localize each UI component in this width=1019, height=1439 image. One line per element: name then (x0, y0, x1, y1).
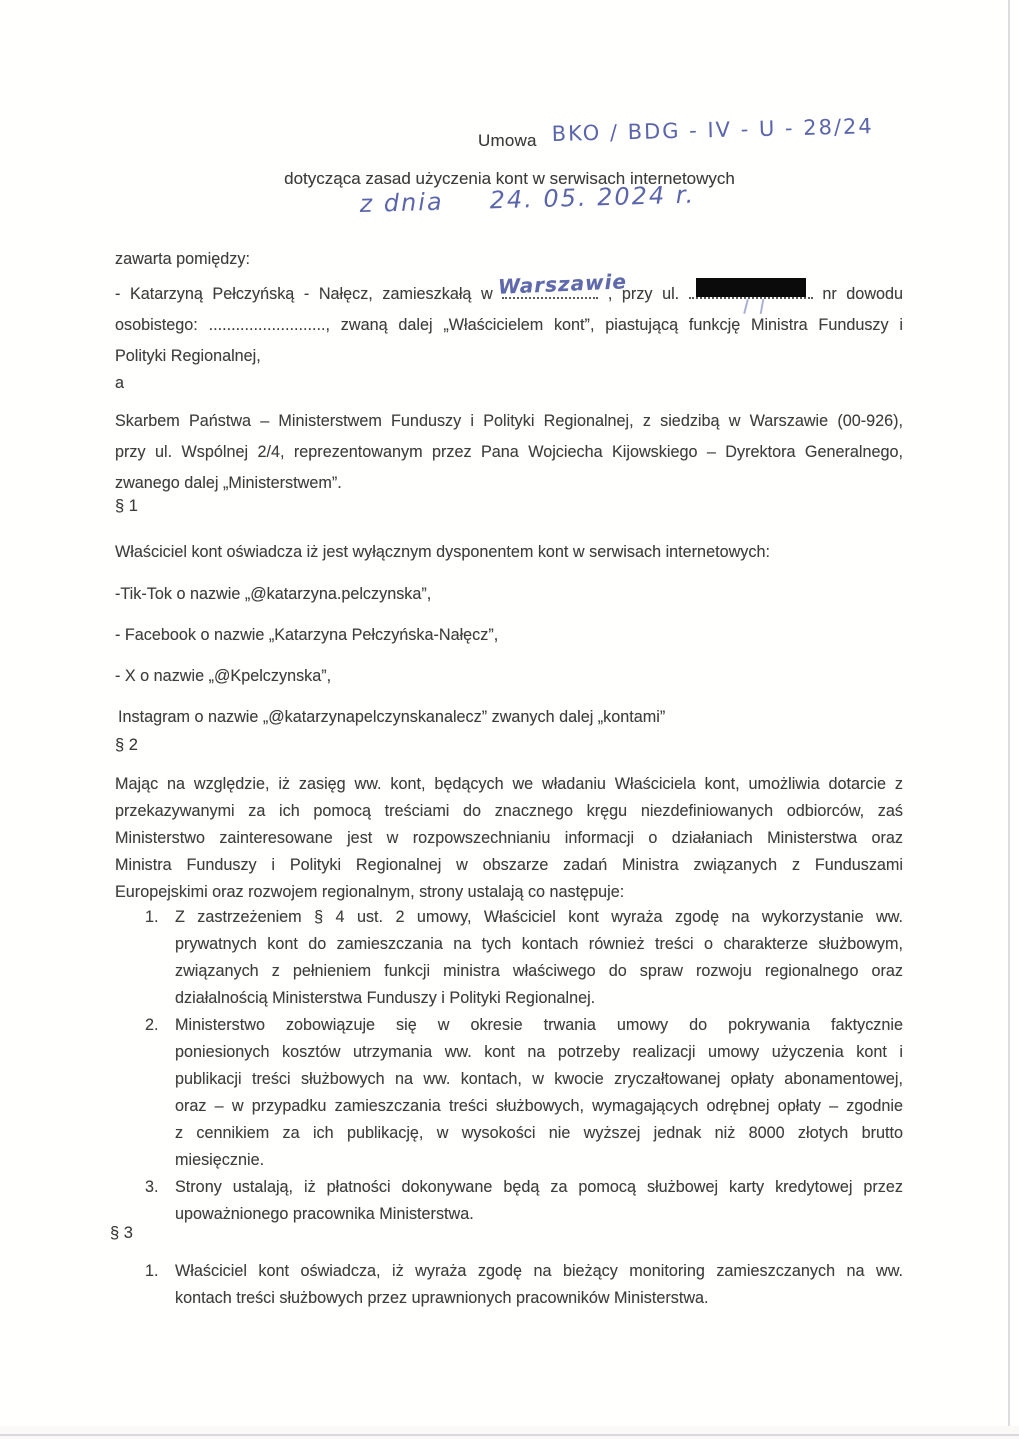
text-line: działalnością Ministerstwa Funduszy i Polityki Regionalnej. (175, 989, 596, 1007)
text-line: prywatnych kont do zamieszczania na tych kontach również treści o charakterze służbowym, (175, 935, 903, 953)
section-3-list (115, 1258, 903, 1312)
section-1-intro: Właściciel kont oświadcza iż jest wyłącznym dysponentem kont w serwisach internetowych: (115, 543, 770, 561)
text-line: kontach treści służbowych przez uprawnionych pracowników Ministerstwa. (175, 1289, 709, 1307)
list-item (115, 904, 903, 1012)
text-line: Strony ustalają, iż płatności dokonywane będą za pomocą służbowej karty kredytowej przez (175, 1178, 903, 1196)
party1-paragraph (115, 269, 904, 372)
account-item-tiktok: -Tik-Tok o nazwie „@katarzyna.pelczynska”, (115, 585, 432, 603)
party2-line-3: zwanego dalej „Ministerstwem”. (115, 474, 342, 492)
party2-paragraph (115, 406, 903, 499)
text-line: Europejskimi oraz rozwojem regionalnym, strony ustalają co następuje: (115, 883, 625, 901)
text-line: upoważnionego pracownika Ministerstwa. (175, 1205, 474, 1223)
text-line: Ministerstwo zainteresowane jest w rozpowszechnianiu informacji o działaniach Ministerstwa oraz (115, 829, 903, 847)
section-3-heading: § 3 (110, 1224, 133, 1242)
list-item-number: 1. (145, 908, 159, 926)
redaction-box (696, 278, 806, 297)
account-item-instagram: Instagram o nazwie „@katarzynapelczynskanalecz” zwanych dalej „kontami” (118, 708, 666, 726)
handwritten-city: Warszawie (497, 269, 628, 299)
page-edge-shadow-right (1008, 0, 1010, 1439)
party1-line-3: Polityki Regionalnej, (115, 347, 261, 365)
account-item-facebook: - Facebook o nazwie „Katarzyna Pełczyńska-Nałęcz”, (115, 626, 499, 644)
party2-line-2: przy ul. Wspólnej 2/4, reprezentowanym przez Pana Wojciecha Kijowskiego – Dyrektora Generalnego, (115, 443, 903, 461)
handwritten-date-prefix: z dnia (359, 187, 445, 218)
text-line: Z zastrzeżeniem § 4 ust. 2 umowy, Właściciel kont wyraża zgodę na wykorzystanie ww. (175, 908, 903, 926)
section-2-heading: § 2 (115, 736, 138, 754)
page-edge-shadow-bottom (0, 1434, 1019, 1436)
page-edge-band-bottom (0, 1426, 1019, 1439)
party1-text-mid: , przy ul. (607, 285, 680, 303)
contract-subtitle: dotycząca zasad użyczenia kont w serwisach internetowych (284, 169, 735, 188)
text-line: Ministerstwo zobowiązuje się w okresie trwania umowy do pokrywania faktycznie (175, 1016, 903, 1034)
handwritten-case-number: BKO / BDG - IV - U - 28/24 (551, 114, 874, 146)
text-line: przekazywanymi za ich pomocą treściami do znacznego kręgu niezdefiniowanych odbiorców, zaś (115, 802, 903, 820)
opening-clause: zawarta pomiędzy: (115, 250, 250, 268)
party1-line-1 (115, 269, 904, 310)
section-2-list (115, 904, 903, 1228)
text-line: miesięcznie. (175, 1151, 265, 1169)
list-item (115, 1258, 903, 1312)
list-item-number: 3. (145, 1178, 159, 1196)
conjunction-a: a (115, 374, 125, 392)
list-item-number: 2. (145, 1016, 159, 1034)
text-line: publikacji treści służbowych na ww. kontach, w kwocie zryczałtowanej opłaty abonamentowej, (175, 1070, 903, 1088)
text-line: Ministra Funduszy i Polityki Regionalnej w obszarze zadań Ministra związanych z Funduszami (115, 856, 903, 874)
text-line: Właściciel kont oświadcza, iż wyraża zgodę na bieżący monitoring zamieszczanych na ww. (175, 1262, 903, 1280)
text-line: oraz – w przypadku zamieszczania treści służbowych, wymagających odrębnej opłaty – zgodnie (175, 1097, 903, 1115)
account-item-x: - X o nazwie „@Kpelczynska”, (115, 667, 332, 685)
dotted-leader-street (689, 284, 813, 299)
list-item-number: 1. (145, 1262, 159, 1280)
party1-text-after: nr dowodu (822, 285, 904, 303)
list-item (115, 1012, 903, 1174)
party1-line-2: osobistego: .........................., zwaną dalej „Właścicielem kont”, piastującą funkcję Ministra Funduszy i (115, 316, 903, 334)
list-item (115, 1174, 903, 1228)
party1-text-before-city: - Katarzyną Pełczyńską - Nałęcz, zamieszkałą w (115, 285, 493, 303)
text-line: z cennikiem za ich publikację, w wysokości nie wyższej jednak niż 8000 złotych brutto (175, 1124, 903, 1142)
party2-line-1: Skarbem Państwa – Ministerstwem Funduszy i Polityki Regionalnej, z siedzibą w Warszawie (00-926), (115, 412, 903, 430)
section-1-heading: § 1 (115, 497, 138, 515)
section-2-intro (115, 771, 903, 906)
handwritten-date-value: 24. 05. 2024 r. (489, 180, 696, 215)
contract-title: Umowa (478, 131, 537, 150)
dotted-leader-city (497, 269, 628, 299)
text-line: Mając na względzie, iż zasięg ww. kont, będących we władaniu Właściciela kont, umożliwia dotarcie z (115, 775, 903, 793)
text-line: poniesionych kosztów utrzymania ww. kont na potrzeby realizacji umowy użyczenia kont i (175, 1043, 903, 1061)
text-line: związanych z pełnieniem funkcji ministra właściwego do spraw rozwoju regionalnego oraz (175, 962, 903, 980)
